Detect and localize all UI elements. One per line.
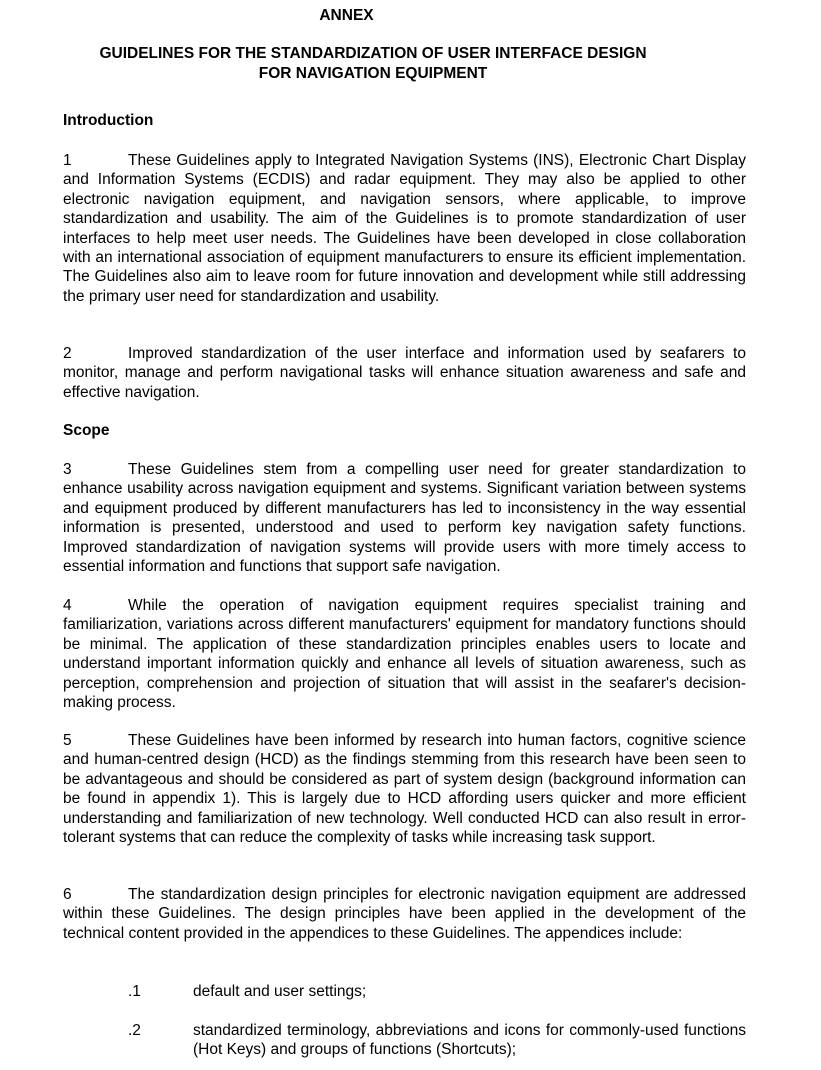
paragraph-4 bbox=[63, 596, 746, 712]
paragraph-text: These Guidelines apply to Integrated Navigation Systems (INS), Electronic Chart Display and Information Systems (ECDIS) and radar equipment. They may also be applied to other electronic navigation equipment, and navigation sensors, where applicable, to improve standardization and usability. The aim of the Guidelines is to promote standardization of user interfaces to help meet user needs. The Guidelines have been developed in close collaboration with an international association of equipment manufacturers to ensure its efficient implementation. The Guidelines also aim to leave room for future innovation and development while still addressing the primary user need for standardization and usability. bbox=[63, 152, 746, 305]
paragraph-number: 3 bbox=[63, 461, 72, 478]
section-heading-scope: Scope bbox=[63, 422, 110, 439]
paragraph-text: These Guidelines stem from a compelling user need for greater standardization to enhance usability across navigation equipment and systems. Significant variation between systems and equipment produced by different manufacturers has led to inconsistency in the way essential information is presented, understood and used to perform key navigation safety functions. Improved standardization of navigation systems will provide users with more timely access to essential information and functions that support safe navigation. bbox=[63, 461, 746, 576]
section-heading-introduction: Introduction bbox=[63, 112, 154, 129]
paragraph-number: 2 bbox=[63, 345, 72, 362]
paragraph-number: 6 bbox=[63, 886, 72, 903]
title-line-2: FOR NAVIGATION EQUIPMENT bbox=[258, 65, 488, 82]
paragraph-number: 5 bbox=[63, 732, 72, 749]
paragraph-3 bbox=[63, 460, 746, 576]
document-title bbox=[0, 44, 746, 84]
paragraph-5 bbox=[63, 731, 746, 847]
paragraph-text: Improved standardization of the user interface and information used by seafarers to monitor, manage and perform navigational tasks will enhance situation awareness and safe and effective navigation. bbox=[63, 345, 746, 401]
list-item-number: .1 bbox=[128, 983, 141, 1000]
paragraph-number: 1 bbox=[63, 152, 72, 169]
paragraph-text: While the operation of navigation equipment requires specialist training and familiarization, variations across different manufacturers' equipment for mandatory functions should be minimal. The application of these standardization principles enables users to locate and understand important information quickly and enhance all levels of situation awareness, such as perception, comprehension and projection of situation that will assist in the seafarer's decision-making process. bbox=[63, 597, 746, 712]
list-item-number: .2 bbox=[128, 1022, 141, 1039]
paragraph-number: 4 bbox=[63, 597, 72, 614]
paragraph-text: These Guidelines have been informed by research into human factors, cognitive science and human-centred design (HCD) as the findings stemming from this research have been seen to be advantageous and should be considered as part of system design (background information can be found in appendix 1). This is largely due to HCD affording users quicker and more efficient understanding and familiarization of new technology. Well conducted HCD can also result in error-tolerant systems that can reduce the complexity of tasks while increasing task support. bbox=[63, 732, 746, 847]
paragraph-1 bbox=[63, 151, 746, 306]
paragraph-6 bbox=[63, 885, 746, 943]
title-line-1: GUIDELINES FOR THE STANDARDIZATION OF USER INTERFACE DESIGN bbox=[99, 45, 647, 62]
annex-label: ANNEX bbox=[319, 7, 374, 24]
list-item-text: default and user settings; bbox=[193, 983, 367, 1000]
list-item-text: standardized terminology, abbreviations and icons for commonly-used functions (Hot Keys) and groups of functions (Shortcuts); bbox=[193, 1022, 746, 1059]
paragraph-text: The standardization design principles for electronic navigation equipment are addressed within these Guidelines. The design principles have been applied in the development of the technical content provided in the appendices to these Guidelines. The appendices include: bbox=[63, 886, 746, 942]
paragraph-2 bbox=[63, 344, 746, 402]
